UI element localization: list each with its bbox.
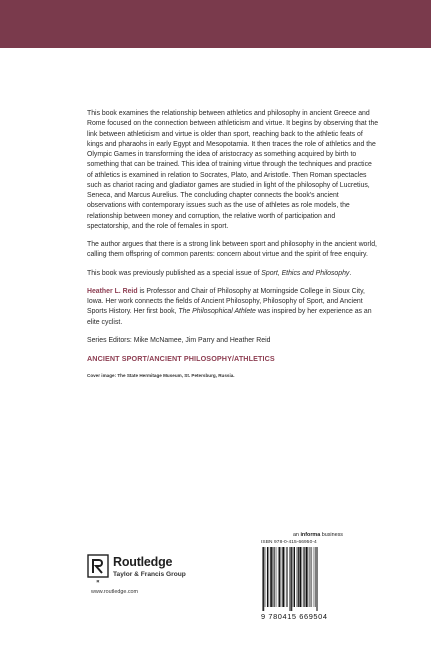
author-previous-book: The Philosophical Athlete [178,308,256,316]
barcode-bar [278,547,279,607]
barcode-bar [263,547,264,611]
barcode-bar [265,547,266,607]
barcode-bar [282,547,284,607]
svg-text:R: R [96,578,100,584]
publisher-block [87,554,237,604]
description-paragraph: This book examines the relationship between athletics and philosophy in ancient Greece and Rome focused on the connection between athleticism and virtue. It begins by observing that the link between athleticism and virtue is older than sport, reaching back to the athletic feats of kings and pharaohs in early Egypt and Mesopotamia. It then traces the role of athletics and the Olympic Games in transforming the idea of aristocracy as something acquired by birth to something that can be trained. This idea of training virtue through the techniques and practice of athletics is examined in relation to Socrates, Plato, and Aristotle. Then Roman spectacles such as chariot racing and gladiator games are studied in light of the philosophy of Lucretius, Seneca, and Marcus Aurelius. The concluding chapter connects the book's ancient observations with contemporary issues such as the use of athletes as role models, the relationship between money and corruption, the relative worth of participation and spectatorship, and the role of females in sport. [87,110,379,230]
isbn-text: ISBN 978-0-415-66950-4 [261,540,317,545]
barcode-bar [272,547,273,607]
barcode-bars [261,547,343,613]
cover-image-credit: Cover image: The State Hermitage Museum, St. Petersburg, Russia. [87,373,235,379]
barcode-bar [262,547,263,611]
barcode-bar [315,547,316,607]
barcode-bar [287,547,288,607]
barcode-bar [274,547,275,607]
barcode-bar [294,547,295,607]
routledge-logo-icon [87,554,109,584]
informa-business-label: an informa business [292,532,343,538]
barcode-digits: 9 780415 669504 [261,612,328,621]
barcode-bar [270,547,272,607]
barcode-bar [306,547,308,607]
barcode-bar [303,547,304,607]
barcode-bar [297,547,298,607]
author-bio-text: is Professor and Chair of Philosophy at Morningside College in Sioux City, Iowa. Her work connects the fields of Ancient Philosophy, Philosophy of Sport, and Ancient Sports History. Her first book, [87,287,365,316]
barcode-bar [302,547,303,607]
barcode-bar [285,547,286,607]
barcode-bar [286,547,287,607]
barcode-bar [281,547,282,607]
publisher-group: Taylor & Francis Group [113,571,186,578]
argument-paragraph: The author argues that there is a strong link between sport and philosophy in the ancient world, calling them offspring of common parents: concern about virtue and the spirit of free enquiry. [87,241,377,259]
publisher-url[interactable]: www.routledge.com [91,589,139,595]
series-editors: Series Editors: Mike McNamee, Jim Parry and Heather Reid [87,336,271,344]
barcode-bar [290,547,291,611]
author-bio-text-end: was inspired by her experience as an elite cyclist. [87,308,372,326]
barcode-bar [299,547,301,607]
publisher-name: Routledge [113,555,173,569]
barcode-bar [310,547,311,607]
back-cover-text [87,109,379,382]
author-name: Heather L. Reid [87,287,138,295]
barcode-block [261,532,343,624]
publication-note-end: . [349,269,352,277]
barcode-bar [312,547,313,607]
barcode-bar [304,547,305,607]
barcode-bar [293,547,294,607]
barcode-bar [276,547,277,607]
author-bio-paragraph [87,287,379,328]
top-color-band [0,0,431,48]
barcode-bar [291,547,292,611]
barcode-bar [309,547,310,607]
barcode-bar [267,547,268,607]
barcode-bar [314,547,315,607]
barcode-bar [279,547,280,607]
publication-note-text: This book was previously published as a special issue of [87,269,262,277]
barcode-bar [298,547,299,607]
previous-publication-paragraph [87,269,379,279]
subject-category: ANCIENT SPORT/ANCIENT PHILOSOPHY/ATHLETICS [87,354,275,363]
barcode-bar [269,547,270,607]
barcode-bar [316,547,317,611]
journal-title: Sport, Ethics and Philosophy [261,269,350,277]
